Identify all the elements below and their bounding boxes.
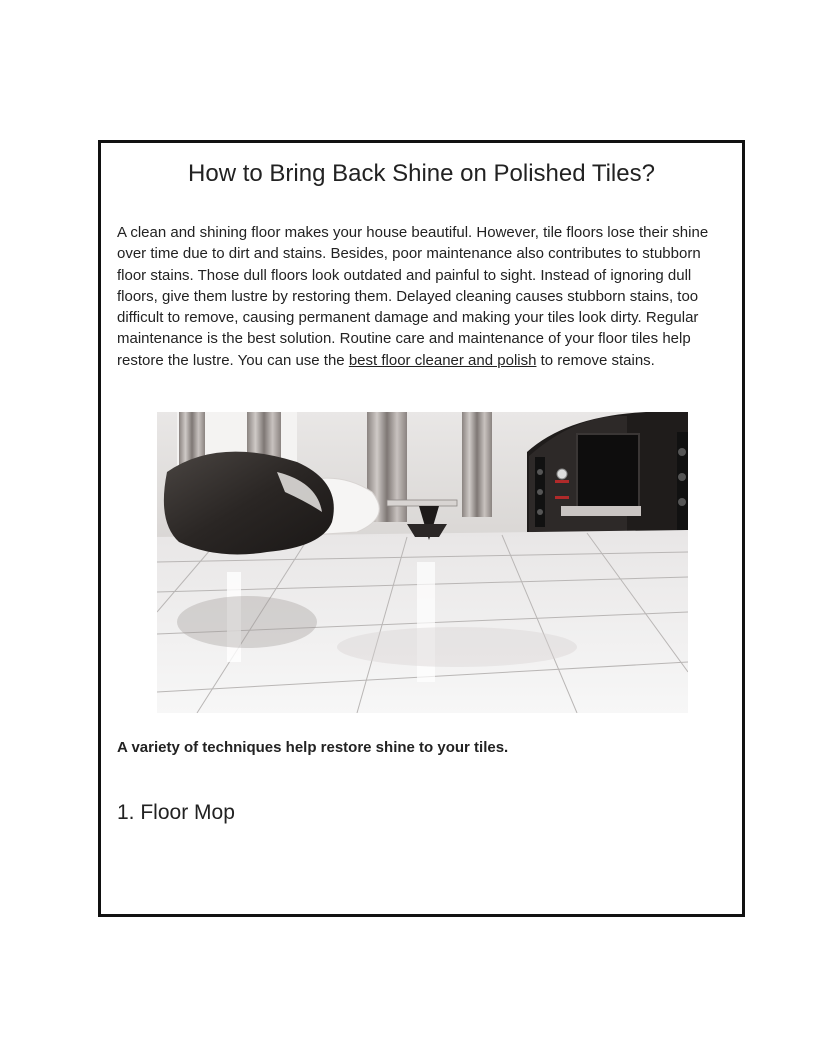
photo-coffee-table — [387, 500, 457, 506]
polished-tile-floor-photo — [157, 412, 688, 713]
photo-tv — [577, 434, 639, 512]
techniques-text: A variety of techniques help restore shine to your tiles. — [117, 739, 509, 756]
photo-tv-stand — [561, 506, 641, 516]
intro-text: A clean and shining floor makes your house beautiful. However, tile floors lose their shine over time due to dirt and stains. Besides, poor maintenance also contributes to stubborn floor stains. Those dull floors look outdated and painful to sight. Instead of ignoring dull floors, give them lustre by restoring them. Delayed cleaning causes stubborn stains, too difficult to remove, causing permanent damage and making your tiles look dirty. Regular maintenance is the best solution. Routine care and maintenance of your floor tiles help restore the lustre. You can use the — [117, 224, 709, 369]
intro-end-text: to remove stains. — [536, 351, 655, 369]
page-title: How to Bring Back Shine on Polished Tiles? — [188, 160, 655, 187]
best-floor-cleaner-link[interactable]: best floor cleaner and polish — [348, 351, 537, 369]
intro-paragraph — [117, 222, 723, 371]
section-heading-floor-mop: 1. Floor Mop — [117, 801, 235, 824]
photo-curtain-right — [462, 412, 492, 517]
document-page — [98, 140, 745, 917]
